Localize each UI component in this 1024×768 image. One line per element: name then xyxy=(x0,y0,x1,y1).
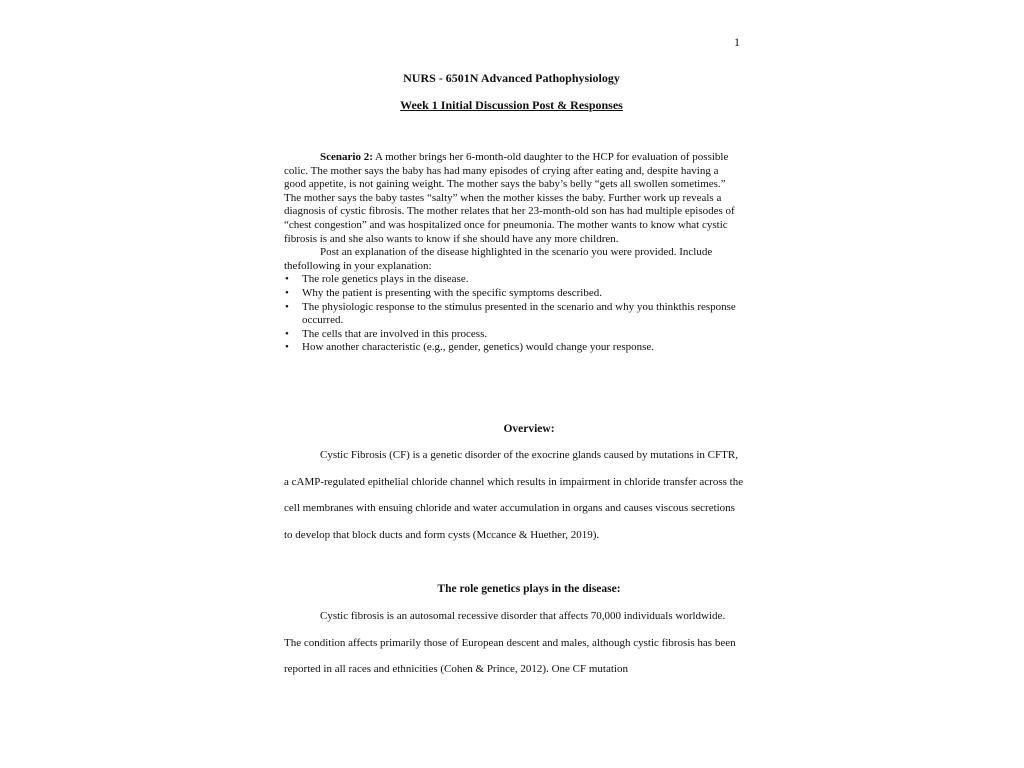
scenario-label: Scenario 2: xyxy=(320,151,373,163)
genetics-paragraph: Cystic fibrosis is an autosomal recessive disorder that affects 70,000 individuals worldwide. The condition affects primarily those of European descent and males, although cystic fibrosis has been reported in all races and ethnicities (Cohen & Prince, 2012). One CF mutation xyxy=(284,610,736,676)
scenario-paragraph xyxy=(284,151,739,246)
list-item: • Why the patient is presenting with the specific symptoms described. xyxy=(284,287,739,301)
list-item: • How another characteristic (e.g., gender, genetics) would change your response. xyxy=(284,341,739,355)
discussion-prompt xyxy=(284,151,739,355)
list-item: • The physiologic response to the stimulus presented in the scenario and why you thinkthis response occurred. xyxy=(284,301,739,328)
genetics-heading: The role genetics plays in the disease: xyxy=(437,583,621,595)
course-title: NURS - 6501N Advanced Pathophysiology xyxy=(403,71,620,85)
overview-heading: Overview: xyxy=(503,423,555,435)
list-item: • The role genetics plays in the disease. xyxy=(284,273,739,287)
instruction-paragraph: Post an explanation of the disease highlighted in the scenario you were provided. Include thefollowing in your explanation: xyxy=(284,246,713,272)
requirements-list xyxy=(284,273,739,355)
scenario-text: A mother brings her 6-month-old daughter to the HCP for evaluation of possible colic. The mother says the baby has had many episodes of crying after eating and, despite having a good appetite, is not gaining weight. The mother says the baby’s belly “gets all swollen sometimes.” The mother says the baby tastes “salty” when the mother kisses the baby. Further work up reveals a diagnosis of cystic fibrosis. The mother relates that her 23-month-old son has had multiple episodes of “chest congestion” and was hospitalized once for pneumonia. The mother wants to know what cystic fibrosis is and she also wants to know if she should have any more children. xyxy=(284,151,735,245)
page-number: 1 xyxy=(734,35,740,49)
list-item: • The cells that are involved in this process. xyxy=(284,328,739,342)
week-title: Week 1 Initial Discussion Post & Responses xyxy=(400,98,623,112)
overview-paragraph: Cystic Fibrosis (CF) is a genetic disorder of the exocrine glands caused by mutations in CFTR, a cAMP-regulated epithelial chloride channel which results in impairment in chloride transfer across the cell membranes with ensuing chloride and water accumulation in organs and causes viscous secretions to develop that block ducts and form cysts (Mccance & Huether, 2019). xyxy=(284,449,744,542)
